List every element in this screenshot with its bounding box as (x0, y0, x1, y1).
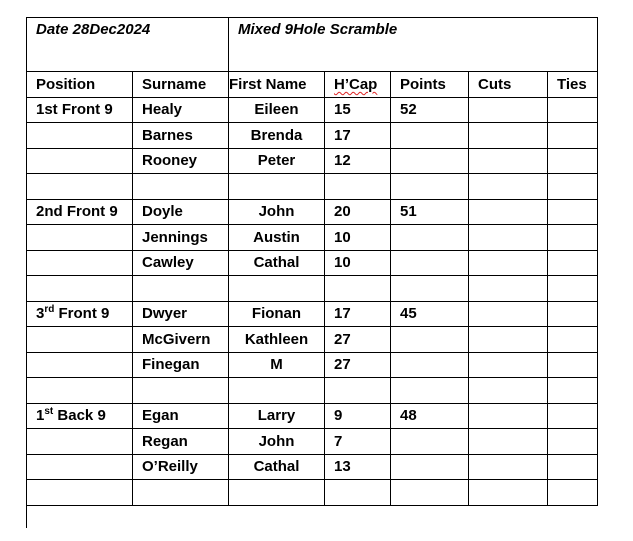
position-label-rest: Front 9 (54, 305, 110, 323)
table-row (27, 148, 598, 174)
position-cell (27, 352, 133, 378)
position-label: 3 (36, 305, 45, 323)
cuts-cell (469, 327, 548, 353)
ties-cell (548, 378, 598, 404)
first-name-cell: Cathal (229, 454, 325, 480)
ties-cell (548, 123, 598, 149)
surname-cell: Regan (133, 429, 229, 455)
position-label: 1st Front 9 (36, 101, 113, 119)
surname-cell: Barnes (133, 123, 229, 149)
surname-cell: Finegan (133, 352, 229, 378)
points-cell (391, 352, 469, 378)
cuts-cell (469, 301, 548, 327)
position-cell (27, 199, 133, 225)
cuts-cell (469, 276, 548, 302)
position-ordinal-suffix: rd (44, 304, 55, 316)
first-name-cell: Eileen (229, 97, 325, 123)
date-cell: Date 28Dec2024 (27, 18, 229, 72)
first-name-cell (229, 174, 325, 200)
table-row (27, 352, 598, 378)
hcap-cell: 27 (325, 352, 391, 378)
surname-cell (133, 276, 229, 302)
hcap-cell: 13 (325, 454, 391, 480)
ties-cell (548, 250, 598, 276)
cuts-cell (469, 174, 548, 200)
table-row (27, 250, 598, 276)
table-row (27, 301, 598, 327)
position-cell (27, 429, 133, 455)
hcap-cell: 12 (325, 148, 391, 174)
points-cell (391, 148, 469, 174)
position-ordinal-suffix: st (44, 406, 54, 418)
cuts-cell (469, 123, 548, 149)
first-name-cell: John (229, 199, 325, 225)
points-cell: 48 (391, 403, 469, 429)
surname-cell: McGivern (133, 327, 229, 353)
points-cell (391, 327, 469, 353)
col-cuts: Cuts (469, 72, 548, 98)
col-ties: Ties (548, 72, 598, 98)
surname-cell: Dwyer (133, 301, 229, 327)
ties-cell (548, 327, 598, 353)
cuts-cell (469, 97, 548, 123)
ties-cell (548, 301, 598, 327)
table-row (27, 327, 598, 353)
points-cell: 45 (391, 301, 469, 327)
col-surname: Surname (133, 72, 229, 98)
position-label: 1 (36, 407, 45, 425)
surname-cell: Egan (133, 403, 229, 429)
hcap-cell: 7 (325, 429, 391, 455)
ties-cell (548, 454, 598, 480)
position-cell (27, 327, 133, 353)
hcap-cell: 10 (325, 225, 391, 251)
first-name-cell: Brenda (229, 123, 325, 149)
col-hcap (325, 72, 391, 98)
points-cell: 51 (391, 199, 469, 225)
position-cell (27, 301, 133, 327)
cuts-cell (469, 403, 548, 429)
ties-cell (548, 276, 598, 302)
points-cell (391, 250, 469, 276)
cuts-cell (469, 199, 548, 225)
header-row (27, 18, 598, 72)
cuts-cell (469, 429, 548, 455)
points-cell (391, 123, 469, 149)
table-row (27, 123, 598, 149)
first-name-cell: M (229, 352, 325, 378)
table-row (27, 97, 598, 123)
surname-cell: O’Reilly (133, 454, 229, 480)
col-points: Points (391, 72, 469, 98)
hcap-cell (325, 378, 391, 404)
table-row (27, 454, 598, 480)
ties-cell (548, 199, 598, 225)
table-row (27, 276, 598, 302)
position-cell (27, 454, 133, 480)
table-row (27, 378, 598, 404)
surname-cell (133, 378, 229, 404)
text-cursor (26, 506, 27, 528)
ties-cell (548, 403, 598, 429)
position-label-rest: Back 9 (53, 407, 106, 425)
first-name-cell (229, 276, 325, 302)
first-name-cell: John (229, 429, 325, 455)
ties-cell (548, 480, 598, 506)
hcap-cell: 27 (325, 327, 391, 353)
position-cell (27, 480, 133, 506)
points-cell (391, 480, 469, 506)
points-cell (391, 174, 469, 200)
table-row (27, 225, 598, 251)
position-cell (27, 276, 133, 302)
position-cell (27, 378, 133, 404)
hcap-cell: 10 (325, 250, 391, 276)
cuts-cell (469, 225, 548, 251)
points-cell (391, 454, 469, 480)
hcap-cell: 17 (325, 301, 391, 327)
position-cell (27, 174, 133, 200)
points-cell (391, 225, 469, 251)
cuts-cell (469, 250, 548, 276)
surname-cell: Jennings (133, 225, 229, 251)
hcap-label: H’Cap (334, 75, 378, 93)
first-name-cell: Peter (229, 148, 325, 174)
surname-cell: Cawley (133, 250, 229, 276)
cuts-cell (469, 480, 548, 506)
results-table (26, 17, 598, 506)
position-cell (27, 148, 133, 174)
hcap-cell (325, 276, 391, 302)
ties-cell (548, 97, 598, 123)
col-position: Position (27, 72, 133, 98)
surname-cell: Healy (133, 97, 229, 123)
ties-cell (548, 148, 598, 174)
position-cell (27, 403, 133, 429)
surname-cell: Doyle (133, 199, 229, 225)
title-cell: Mixed 9Hole Scramble (229, 18, 598, 72)
table-row (27, 174, 598, 200)
ties-cell (548, 429, 598, 455)
position-cell (27, 123, 133, 149)
first-name-cell (229, 480, 325, 506)
surname-cell (133, 174, 229, 200)
points-cell (391, 429, 469, 455)
table-row (27, 429, 598, 455)
first-name-cell: Kathleen (229, 327, 325, 353)
first-name-cell: Cathal (229, 250, 325, 276)
column-header-row (27, 72, 598, 98)
hcap-cell: 17 (325, 123, 391, 149)
position-cell (27, 97, 133, 123)
hcap-cell: 15 (325, 97, 391, 123)
position-cell (27, 250, 133, 276)
hcap-cell: 20 (325, 199, 391, 225)
ties-cell (548, 174, 598, 200)
ties-cell (548, 225, 598, 251)
table-row (27, 480, 598, 506)
hcap-cell (325, 174, 391, 200)
surname-cell (133, 480, 229, 506)
first-name-cell: Fionan (229, 301, 325, 327)
hcap-cell: 9 (325, 403, 391, 429)
position-cell (27, 225, 133, 251)
cuts-cell (469, 454, 548, 480)
ties-cell (548, 352, 598, 378)
position-label: 2nd Front 9 (36, 203, 118, 221)
surname-cell: Rooney (133, 148, 229, 174)
table-row (27, 199, 598, 225)
first-name-cell: Austin (229, 225, 325, 251)
cuts-cell (469, 352, 548, 378)
hcap-cell (325, 480, 391, 506)
points-cell (391, 378, 469, 404)
cuts-cell (469, 378, 548, 404)
first-name-cell (229, 378, 325, 404)
points-cell (391, 276, 469, 302)
table-row (27, 403, 598, 429)
cuts-cell (469, 148, 548, 174)
first-name-cell: Larry (229, 403, 325, 429)
col-first-name: First Name (229, 72, 325, 98)
points-cell: 52 (391, 97, 469, 123)
